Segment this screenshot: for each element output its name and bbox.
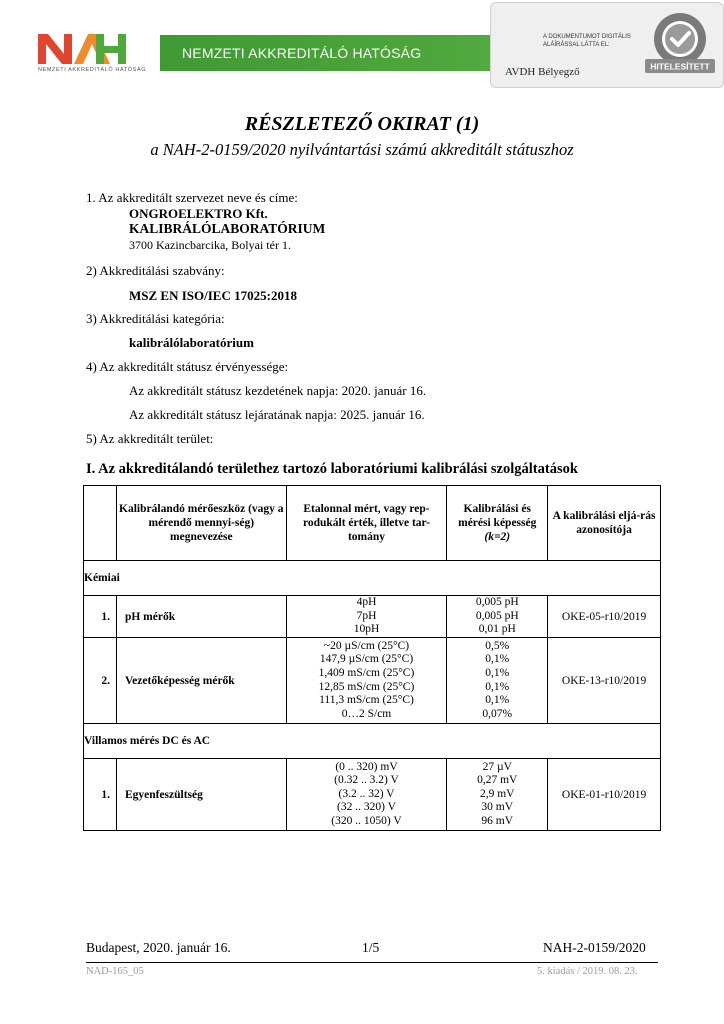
header-procedure: A kalibrálási eljá-rás azonosítója [548, 486, 661, 561]
row-capability [447, 638, 548, 724]
value-line: (32 .. 320) V [337, 801, 396, 814]
avdh-stamp [490, 2, 724, 88]
row-values [286, 596, 447, 638]
value-line: (0 .. 320) mV [335, 760, 398, 773]
value-line: (320 .. 1050) V [331, 814, 402, 827]
standard-label: 2) Akkreditálási szabvány: [86, 263, 225, 278]
value-line: 12,85 mS/cm (25°C) [318, 680, 415, 693]
footer-divider [86, 962, 658, 963]
value-line: 1,409 mS/cm (25°C) [318, 666, 415, 679]
standard-value: MSZ EN ISO/IEC 17025:2018 [129, 288, 297, 303]
org-name-1: ONGROELEKTRO Kft. [129, 206, 268, 221]
header-value-range: Etalonnal mért, vagy rep-rodukált érték, illetve tar-tomány [286, 486, 447, 561]
stamp-label: AVDH Bélyegző [505, 66, 580, 78]
row-instrument: Vezetőképesség mérők [116, 638, 286, 724]
value-line: (0.32 .. 3.2) V [334, 774, 399, 787]
group-row-chemical [84, 561, 661, 596]
nah-logo-icon [38, 34, 134, 64]
validity-start: Az akkreditált státusz kezdetének napja: 2020. január 16. [129, 383, 427, 398]
footer-edition: 5. kiadás / 2019. 08. 23. [537, 966, 638, 977]
row-number: 1. [84, 596, 117, 638]
footer-doc-id: NAH-2-0159/2020 [543, 940, 646, 955]
header-capability-k: (k=2) [484, 531, 511, 543]
header-capability-text: Kalibrálási és mérési képesség [458, 503, 537, 529]
org-name-2: KALIBRÁLÓLABORATÓRIUM [129, 221, 326, 236]
banner-text: NEMZETI AKKREDITÁLÓ HATÓSÁG [182, 45, 422, 61]
row-number: 2. [84, 638, 117, 724]
header-number [84, 486, 117, 561]
capability-line: 0,5% [485, 639, 510, 652]
org-label: 1. Az akkreditált szervezet neve és címe: [86, 190, 298, 205]
capability-line: 0,07% [482, 707, 513, 720]
group-row-electrical [84, 724, 661, 759]
row-values [286, 638, 447, 724]
category-label: 3) Akkreditálási kategória: [86, 311, 225, 326]
capability-line: 0,1% [485, 666, 510, 679]
validity-label: 4) Az akkreditált státusz érvényessége: [86, 359, 289, 374]
authenticated-seal-icon [641, 9, 719, 81]
capability-line: 0,005 pH [475, 609, 519, 622]
row-procedure: OKE-05-r10/2019 [548, 596, 661, 638]
capability-line: 0,005 pH [475, 596, 519, 609]
header-capability [447, 486, 548, 561]
document-subtitle: a NAH-2-0159/2020 nyilvántartási számú akkreditált státuszhoz [150, 140, 574, 159]
value-line: 4pH [356, 596, 377, 609]
footer-page-number: 1/5 [362, 940, 380, 955]
capability-line: 0,27 mV [477, 774, 518, 787]
row-capability [447, 596, 548, 638]
value-line: 7pH [356, 609, 377, 622]
table-row [84, 638, 661, 724]
seal-text: HITELESÍTETT [650, 61, 710, 72]
row-procedure: OKE-01-r10/2019 [548, 759, 661, 831]
value-line: 0…2 S/cm [341, 707, 392, 720]
capability-line: 2,9 mV [479, 787, 515, 800]
group-label: Villamos mérés DC és AC [84, 724, 661, 759]
row-instrument: pH mérők [116, 596, 286, 638]
footer-place-date: Budapest, 2020. január 16. [86, 940, 231, 955]
capability-line: 0,1% [485, 680, 510, 693]
value-line: 10pH [353, 623, 380, 636]
header-instrument: Kalibrálandó mérőeszköz (vagy a mérendő mennyi-ség) megnevezése [116, 486, 286, 561]
value-line: ~20 µS/cm (25°C) [323, 639, 410, 652]
capability-line: 0,1% [485, 694, 510, 707]
capability-line: 0,1% [485, 653, 510, 666]
group-label: Kémiai [84, 561, 661, 596]
org-address: 3700 Kazincbarcika, Bolyai tér 1. [129, 238, 291, 252]
row-capability [447, 759, 548, 831]
row-instrument: Egyenfeszültség [116, 759, 286, 831]
section-title: I. Az akkreditálandó területhez tartozó laboratóriumi kalibrálási szolgáltatások [86, 461, 578, 477]
validity-end: Az akkreditált státusz lejáratának napja: 2025. január 16. [129, 407, 425, 422]
row-procedure: OKE-13-r10/2019 [548, 638, 661, 724]
table-header-row [84, 486, 661, 561]
table-row [84, 759, 661, 831]
capability-line: 96 mV [481, 814, 514, 827]
value-line: (3.2 .. 32) V [338, 787, 395, 800]
category-value: kalibrálólaboratórium [129, 335, 254, 350]
logo-subtitle: NEMZETI AKKREDITÁLÓ HATÓSÁG [38, 67, 147, 73]
document-title: RÉSZLETEZŐ OKIRAT (1) [244, 113, 480, 135]
value-line: 147,9 µS/cm (25°C) [319, 653, 414, 666]
calibration-table [83, 485, 661, 831]
footer-form-id: NAD-165_05 [86, 966, 144, 977]
nah-logo [38, 34, 147, 78]
value-line: 111,3 mS/cm (25°C) [319, 694, 414, 707]
capability-line: 27 µV [482, 760, 512, 773]
row-values [286, 759, 447, 831]
area-label: 5) Az akkreditált terület: [86, 431, 214, 446]
table-row [84, 596, 661, 638]
stamp-text: A DOKUMENTUMOT DIGITÁLIS ALÁÍRÁSSAL LÁTTA EL: [543, 34, 631, 48]
capability-line: 30 mV [481, 801, 514, 814]
row-number: 1. [84, 759, 117, 831]
capability-line: 0,01 pH [478, 623, 516, 636]
